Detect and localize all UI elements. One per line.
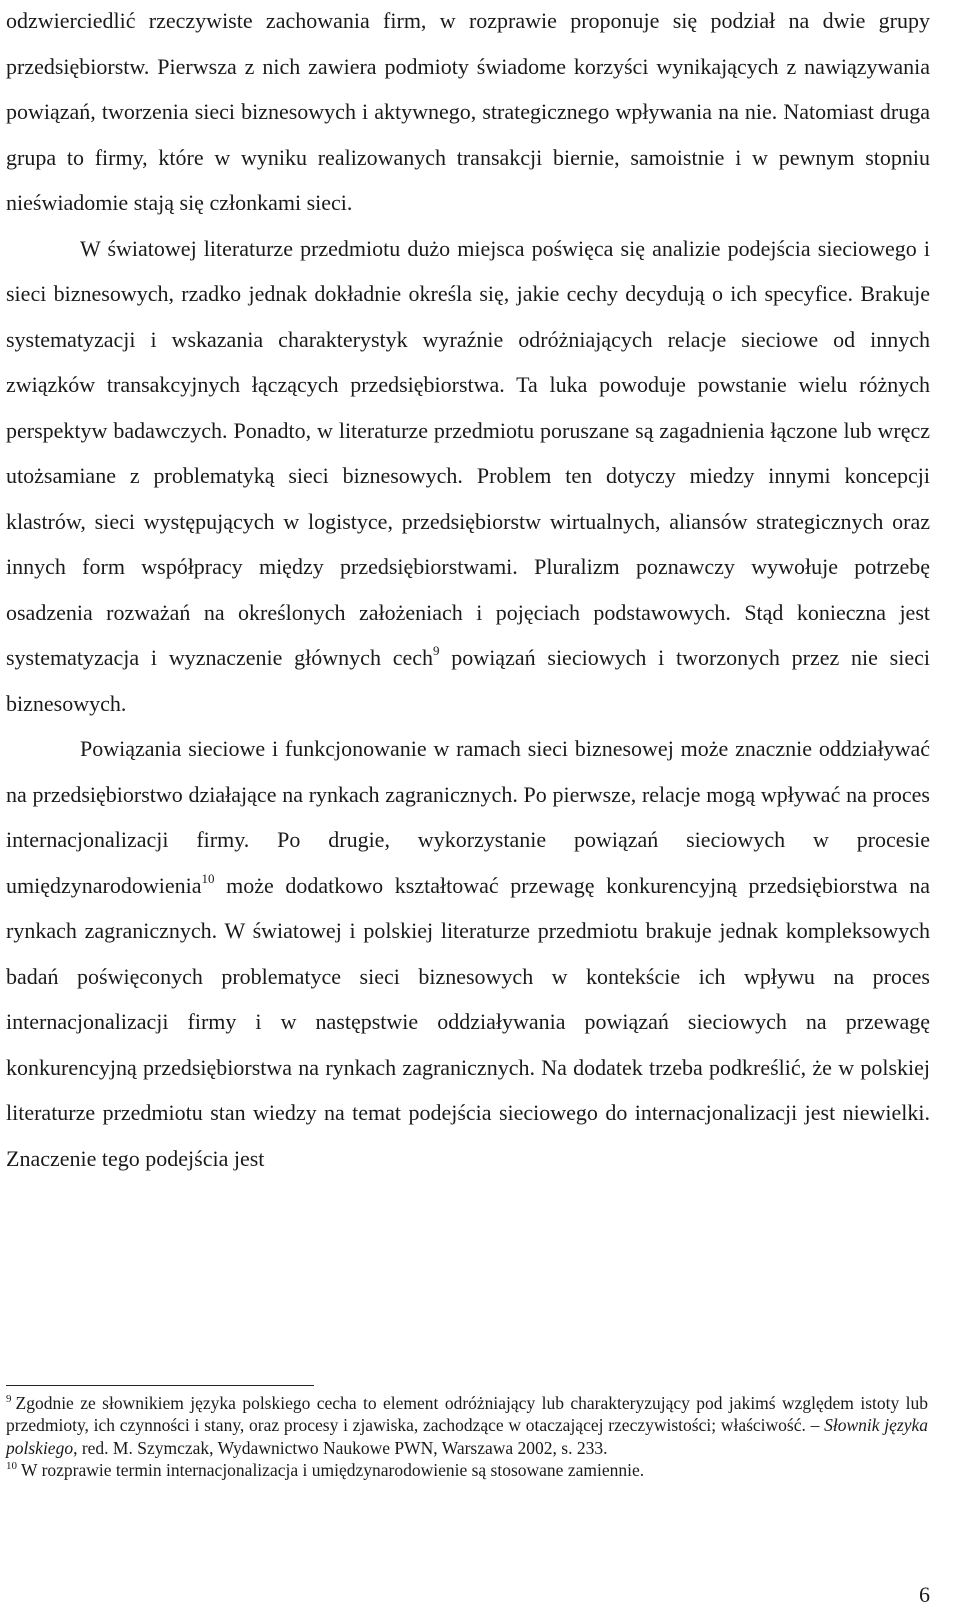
footnote-text-cont: , red. M. Szymczak, Wydawnictwo Naukowe PWN, Warszawa 2002, s. 233. [73, 1437, 608, 1458]
footnote-text: Zgodnie ze słownikiem języka polskiego cecha to element odróżniający lub charakteryzujący pod jakimś względem istoty lub przedmioty, ich czynności i stany, oraz procesy i zjawiska, zachodzące w otaczającej rzeczywistości; właściwość. – [6, 1393, 928, 1436]
footnote-number: 10 [6, 1459, 17, 1472]
paragraph-2-text: W światowej literaturze przedmiotu dużo miejsca poświęca się analizie podejścia sieciowego i sieci biznesowych, rzadko jednak dokładnie określa się, jakie cechy decydują o ich specyfice. Brakuje systematyzacji i wskazania charakterystyk wyraźnie odróżniających relacje sieciowe od innych związków transakcyjnych łączących przedsiębiorstwa. Ta luka powoduje powstanie wielu różnych perspektyw badawczych. Ponadto, w literaturze przedmiotu poruszane są zagadnienia łączone lub wręcz utożsamiane z problematyką sieci biznesowych. Problem ten dotyczy miedzy innymi koncepcji klastrów, sieci występujących w logistyce, przedsiębiorstw wirtualnych, aliansów strategicznych oraz innych form współpracy między przedsiębiorstwami. Pluralizm poznawczy wywołuje potrzebę osadzenia rozważań na określonych założeniach i pojęciach podstawowych. Stąd konieczna jest systematyzacja i wyznaczenie głównych cech [6, 235, 930, 670]
footnotes [6, 1392, 928, 1481]
paragraph-1: odzwierciedlić rzeczywiste zachowania firm, w rozprawie proponuje się podział na dwie grupy przedsiębiorstw. Pierwsza z nich zawiera podmioty świadome korzyści wynikających z nawiązywania powiązań, tworzenia sieci biznesowych i aktywnego, strategicznego wpływania na nie. Natomiast druga grupa to firmy, które w wyniku realizowanych transakcji biernie, samoistnie i w pewnym stopniu nieświadomie stają się członkami sieci. [6, 8, 930, 215]
footnote-10 [6, 1459, 928, 1481]
footnote-ref-9: 9 [433, 643, 440, 658]
body-text [6, 0, 930, 1181]
paragraph-3-text-cont: może dodatkowo kształtować przewagę konkurencyjną przedsiębiorstwa na rynkach zagranicznych. W światowej i polskiej literaturze przedmiotu brakuje jednak kompleksowych badań poświęconych problematyce sieci biznesowych w kontekście ich wpływu na proces internacjonalizacji firmy i w następstwie oddziaływania powiązań sieciowych na przewagę konkurencyjną przedsiębiorstwa na rynkach zagranicznych. Na dodatek trzeba podkreślić, że w polskiej literaturze przedmiotu stan wiedzy na temat podejścia sieciowego do internacjonalizacji jest niewielki. Znaczenie tego podejścia jest [6, 872, 930, 1171]
footnote-text: W rozprawie termin internacjonalizacja i umiędzynarodowienie są stosowane zamiennie. [21, 1459, 645, 1480]
paragraph-3-text: Powiązania sieciowe i funkcjonowanie w ramach sieci biznesowej może znacznie oddziaływać na przedsiębiorstwo działające na rynkach zagranicznych. Po pierwsze, relacje mogą wpływać na proces internacjonalizacji firmy. Po drugie, wykorzystanie powiązań sieciowych w procesie umiędzynarodowienia [6, 736, 930, 898]
paragraph-3 [6, 726, 930, 1181]
footnote-number: 9 [6, 1393, 12, 1405]
paragraph-2-text-cont: powiązań sieciowych i tworzonych przez nie sieci biznesowych. [6, 645, 931, 716]
footnote-separator [6, 1385, 314, 1386]
paragraph-2 [6, 226, 930, 727]
page-number: 6 [919, 1582, 930, 1607]
footnote-ref-10: 10 [201, 870, 215, 886]
footnote-italic-title: Słownik języka polskiego [6, 1415, 929, 1458]
footnote-9 [6, 1392, 928, 1459]
